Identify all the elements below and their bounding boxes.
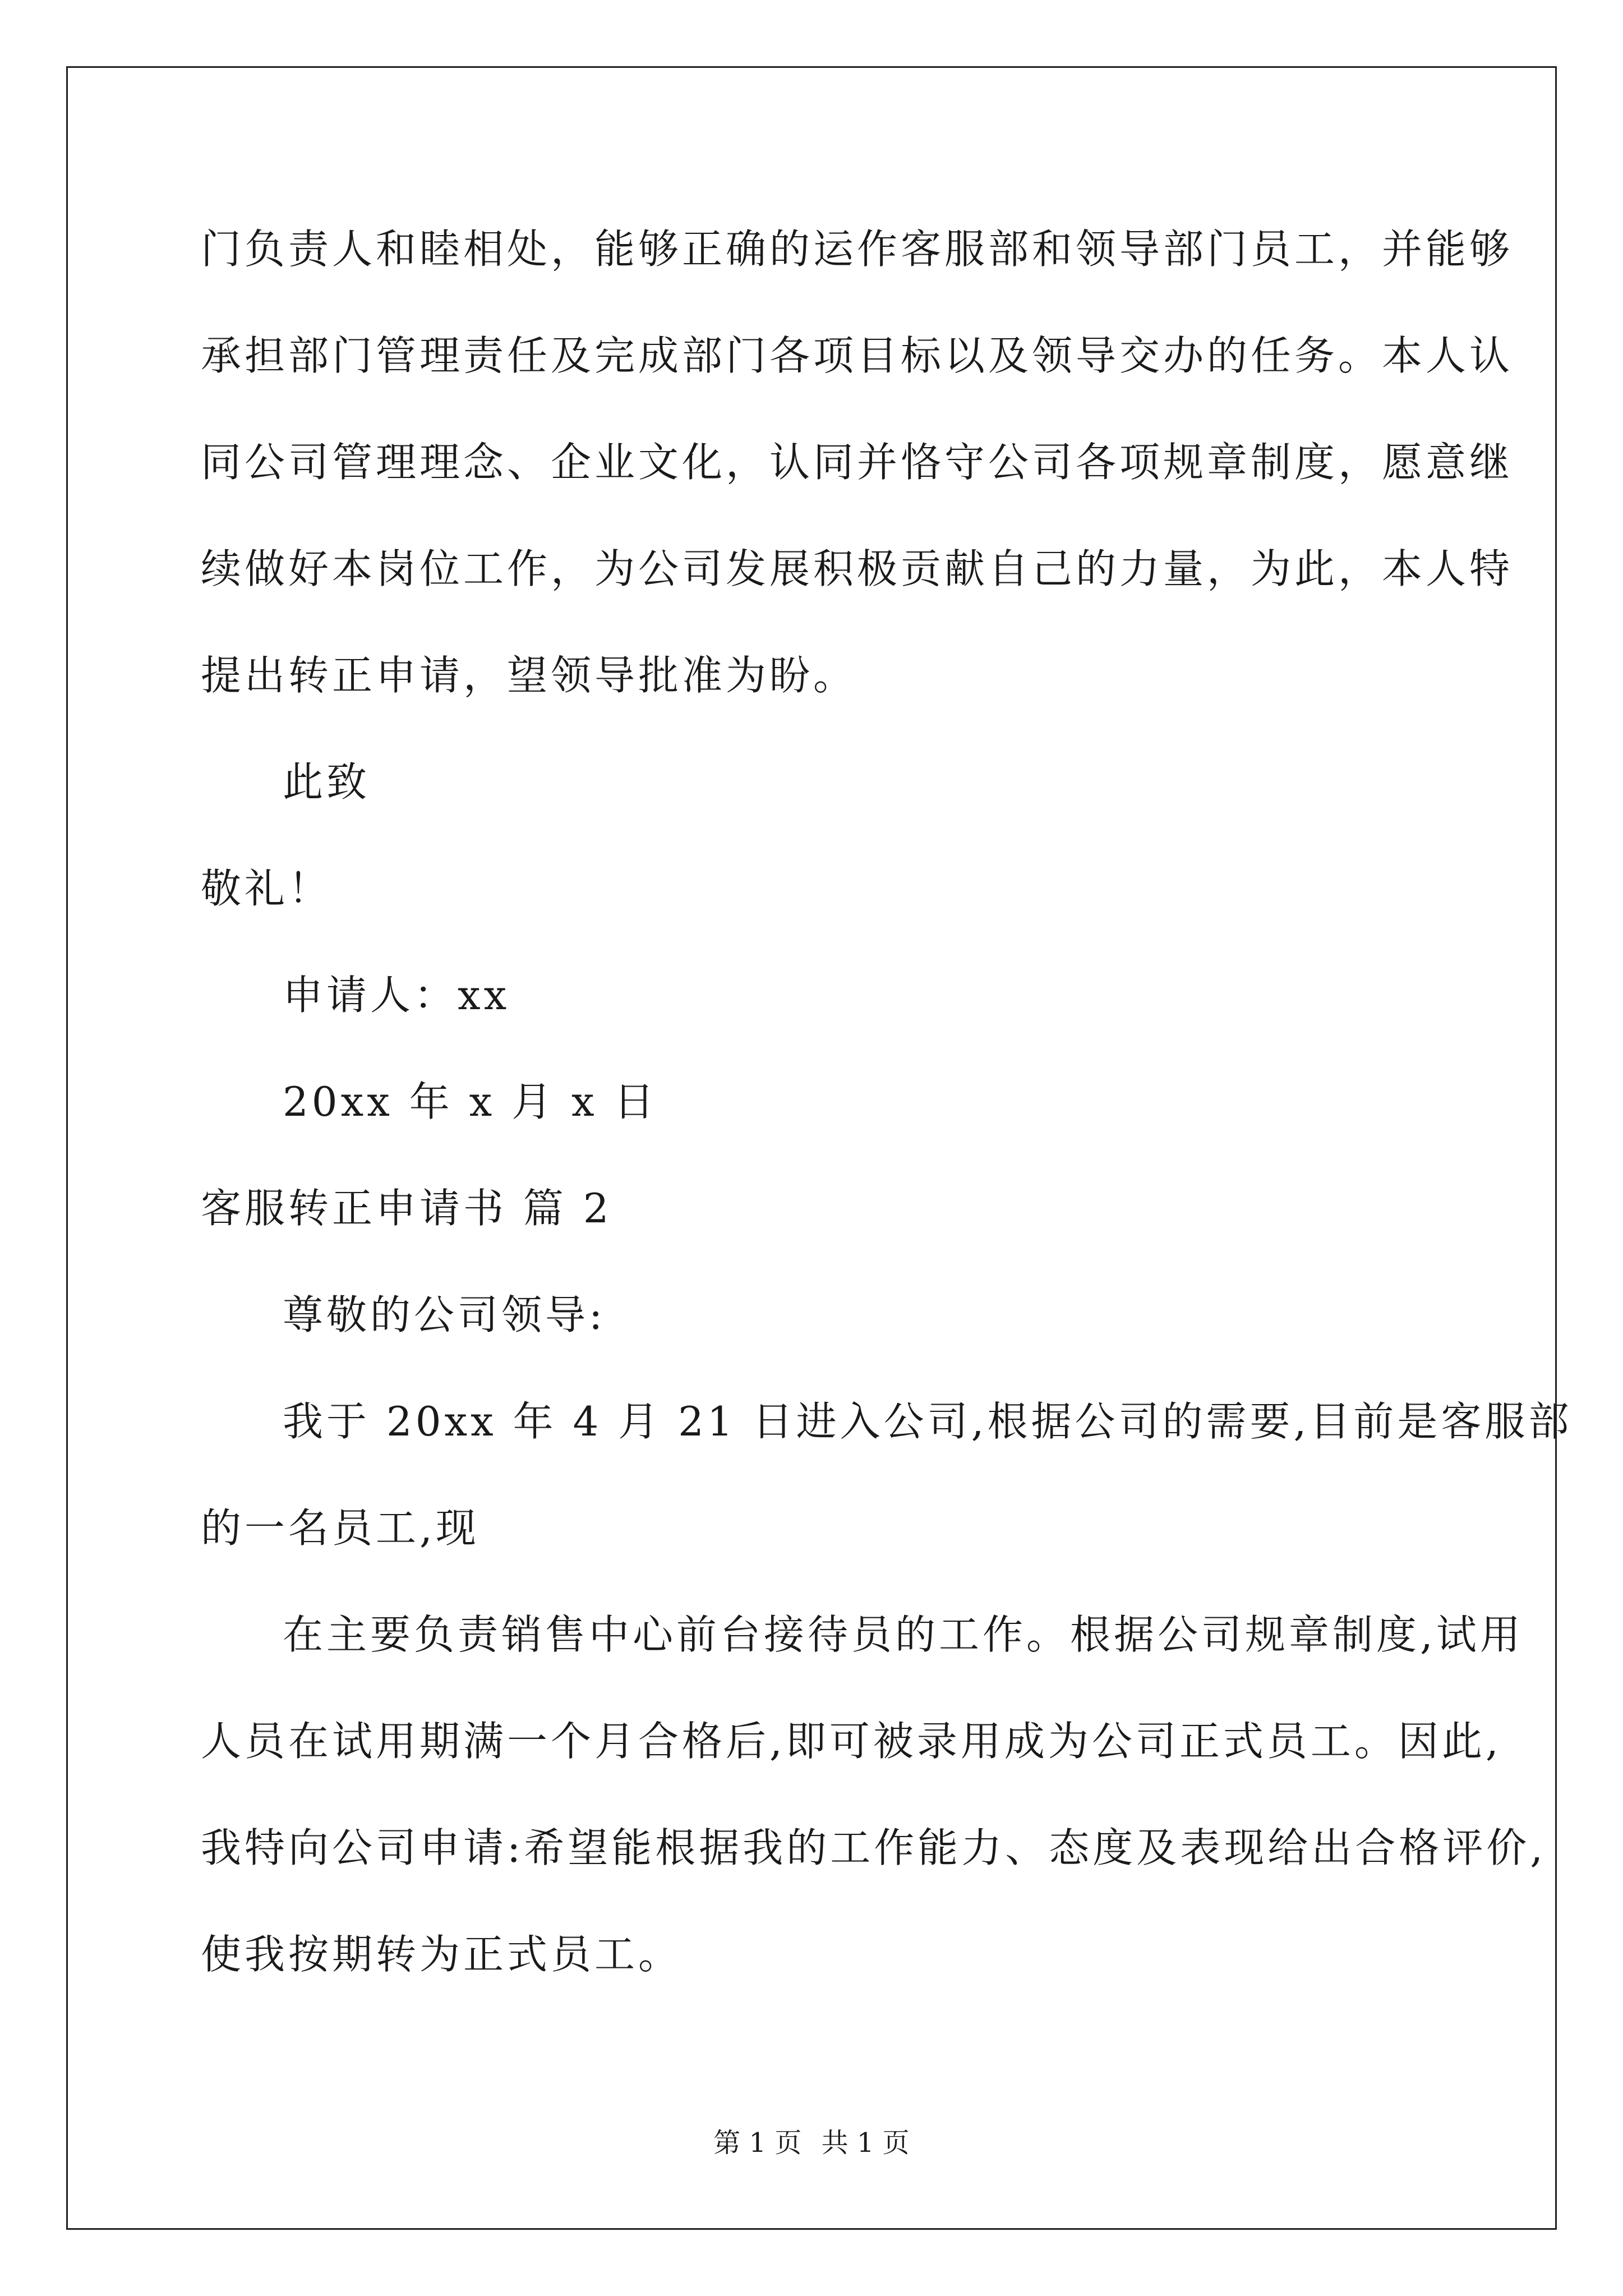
- text-line: 门负责人和睦相处，能够正确的运作客服部和领导部门员工，并能够: [201, 226, 1514, 273]
- text-line: 此致: [283, 758, 371, 806]
- page-footer: [0, 2126, 1623, 2160]
- text-line: 客服转正申请书 篇 2: [201, 1185, 612, 1232]
- text-line: 在主要负责销售中心前台接待员的工作。根据公司规章制度,试用: [283, 1611, 1524, 1658]
- text-line: 申请人：xx: [283, 972, 510, 1019]
- text-line: 的一名员工,现: [201, 1504, 479, 1552]
- text-line: 20xx 年 x 月 x 日: [283, 1078, 658, 1125]
- text-line: 承担部门管理责任及完成部门各项目标以及领导交办的任务。本人认: [201, 332, 1514, 379]
- text-line: 同公司管理理念、企业文化，认同并恪守公司各项规章制度，愿意继: [201, 439, 1514, 486]
- text-line: 我于 20xx 年 4 月 21 日进入公司,根据公司的需要,目前是客服部: [283, 1398, 1573, 1445]
- page-number: 第 1 页: [713, 2127, 802, 2159]
- page-total: 共 1 页: [821, 2127, 910, 2159]
- text-line: 人员在试用期满一个月合格后,即可被录用成为公司正式员工。因此,: [201, 1718, 1502, 1765]
- document-body: [201, 220, 1573, 2032]
- text-line: 提出转正申请，望领导批准为盼。: [201, 652, 857, 699]
- text-line: 续做好本岗位工作，为公司发展积极贡献自己的力量，为此，本人特: [201, 545, 1514, 592]
- text-line: 尊敬的公司领导:: [283, 1291, 606, 1338]
- text-line: 我特向公司申请:希望能根据我的工作能力、态度及表现给出合格评价,: [201, 1824, 1547, 1871]
- text-line: 使我按期转为正式员工。: [201, 1931, 683, 1978]
- text-line: 敬礼！: [201, 865, 333, 912]
